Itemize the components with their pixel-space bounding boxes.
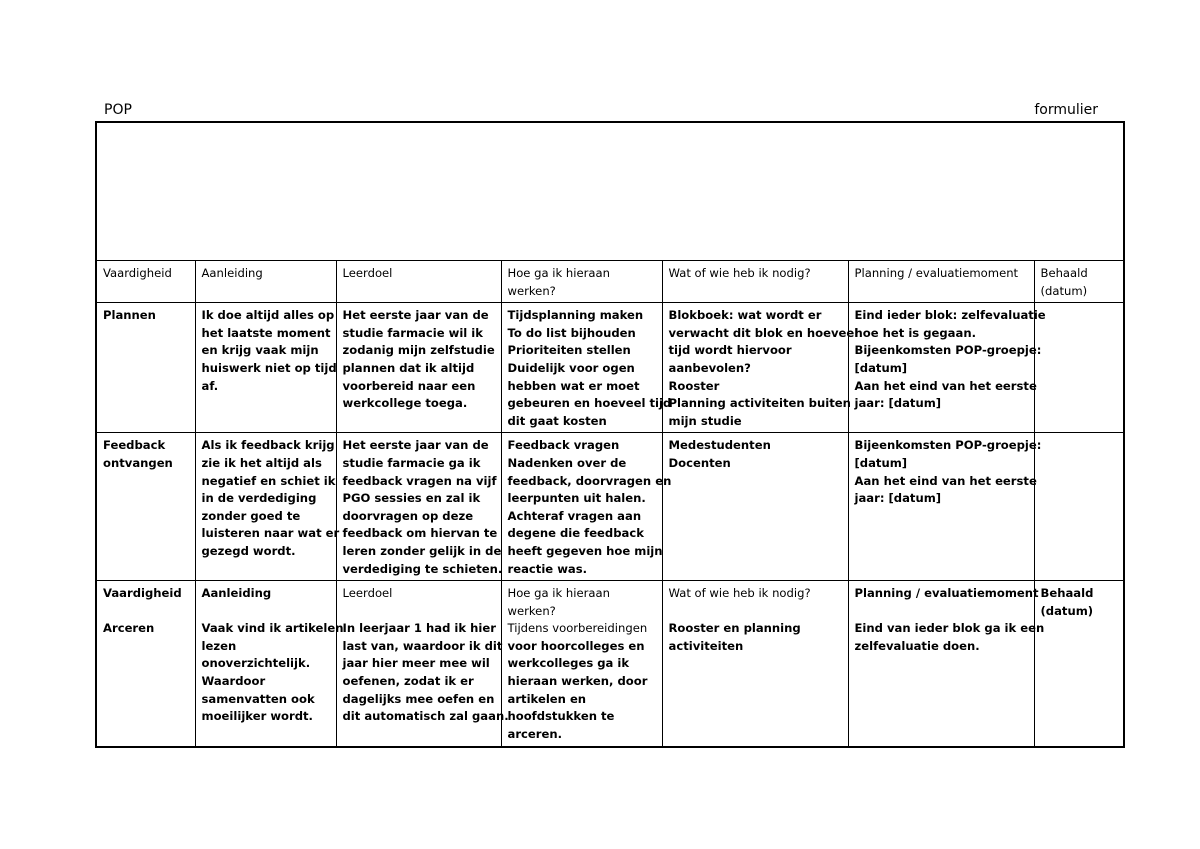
cell-line: Planning activiteiten buiten [668, 396, 851, 411]
cell-line: moeilijker wordt. [201, 709, 313, 724]
cell-line: Medestudenten [668, 438, 771, 453]
cell-line: gebeuren en hoeveel tijd [507, 396, 672, 411]
cell-line: gezegd wordt. [201, 543, 296, 558]
cell-line: Hoe ga ik hieraan [507, 586, 610, 601]
cell-leerdoel [336, 433, 501, 581]
cell-line: Vaardigheid [103, 586, 182, 601]
cell-planning [848, 433, 1042, 581]
cell-line: In leerjaar 1 had ik hier [342, 621, 496, 636]
cell-line: af. [201, 378, 219, 393]
cell-gap [103, 603, 189, 621]
cell-line: werken? [507, 603, 556, 618]
cell-aanleiding [195, 581, 344, 746]
cell-line: Feedback vragen [507, 438, 620, 453]
cell-line: Nadenken over de [507, 455, 627, 470]
cell-line: Aanleiding [201, 586, 272, 601]
cell-line: huiswerk niet op tijd [201, 360, 337, 375]
cell-leerdoel [336, 303, 501, 433]
cell-behaald [1034, 433, 1125, 581]
cell-line: aanbevolen? [668, 360, 751, 375]
cell-line: Bijeenkomsten POP-groepje: [854, 438, 1042, 453]
table-row [97, 581, 1125, 746]
cell-line: Prioriteiten stellen [507, 343, 631, 358]
cell-line: Arceren [103, 621, 155, 636]
cell-line: samenvatten ook [201, 691, 315, 706]
cell-line: ontvangen [103, 455, 173, 470]
cell-line: Plannen [103, 308, 156, 323]
cell-line: Behaald [1040, 586, 1094, 601]
cell-line: dagelijks mee oefen en [342, 691, 495, 706]
empty-top-box [97, 123, 1123, 261]
cell-line: heeft gegeven hoe mijn [507, 543, 663, 558]
cell-line: Achteraf vragen aan [507, 508, 642, 523]
cell-behaald [1034, 303, 1125, 433]
cell-wat [662, 581, 848, 746]
cell-line: negatief en schiet ik [201, 473, 336, 488]
cell-line: [datum] [854, 360, 908, 375]
header-title-left: POP [104, 102, 132, 118]
cell-vaardigheid [97, 303, 195, 433]
cell-line: Ik doe altijd alles op [201, 308, 335, 323]
cell-line: en krijg vaak mijn [201, 343, 319, 358]
column-header: Behaald (datum) [1034, 261, 1125, 303]
cell-line: hoe het is gegaan. [854, 325, 976, 340]
column-header: Planning / evaluatiemoment [848, 261, 1034, 303]
cell-line: Vaak vind ik artikelen [201, 621, 344, 636]
cell-line: werkcollege toega. [342, 396, 468, 411]
column-header: Wat of wie heb ik nodig? [662, 261, 848, 303]
cell-line: dit gaat kosten [507, 413, 607, 428]
cell-line: artikelen en [507, 691, 587, 706]
cell-line: PGO sessies en zal ik [342, 491, 481, 506]
cell-gap [855, 603, 1028, 621]
cell-gap [343, 603, 495, 621]
cell-line: voor hoorcolleges en [507, 638, 645, 653]
cell-hoe [501, 303, 672, 433]
cell-line: To do list bijhouden [507, 325, 636, 340]
cell-line: mijn studie [668, 413, 742, 428]
cell-line: hebben wat er moet [507, 378, 640, 393]
cell-line: feedback vragen na vijf [342, 473, 497, 488]
cell-line: leren zonder gelijk in de [342, 543, 502, 558]
cell-line: Duidelijk voor ogen [507, 360, 635, 375]
cell-line: arceren. [507, 726, 563, 741]
cell-line: Leerdoel [342, 586, 393, 601]
cell-line: Eind ieder blok: zelfevaluatie [854, 308, 1046, 323]
cell-gap [669, 603, 842, 621]
cell-line: verwacht dit blok en hoeveel [668, 325, 859, 340]
cell-line: last van, waardoor ik dit [342, 638, 503, 653]
cell-line: zie ik het altijd als [201, 455, 322, 470]
table-header-row [97, 261, 1125, 303]
cell-line: Eind van ieder blok ga ik een [854, 621, 1045, 636]
table-row [97, 433, 1125, 581]
cell-line: degene die feedback [507, 526, 644, 541]
cell-line: dit automatisch zal gaan. [342, 709, 509, 724]
column-header: Leerdoel [336, 261, 501, 303]
cell-line: Tijdsplanning maken [507, 308, 644, 323]
cell-line: Waardoor [201, 674, 266, 689]
cell-line: (datum) [1040, 603, 1094, 618]
cell-line: Het eerste jaar van de [342, 438, 489, 453]
cell-line: Rooster [668, 378, 720, 393]
cell-line: Feedback [103, 438, 166, 453]
cell-line: plannen dat ik altijd [342, 360, 475, 375]
cell-line: oefenen, zodat ik er [342, 674, 474, 689]
cell-line: jaar: [datum] [854, 396, 942, 411]
cell-line: luisteren naar wat er [201, 526, 340, 541]
cell-line: leerpunten uit halen. [507, 491, 646, 506]
cell-line: verdediging te schieten. [342, 561, 503, 576]
cell-line: jaar hier meer mee wil [342, 656, 490, 671]
column-header: Aanleiding [195, 261, 336, 303]
cell-planning [848, 303, 1046, 433]
cell-hoe [501, 581, 662, 746]
cell-line: Planning / evaluatiemoment [854, 586, 1039, 601]
cell-line: onoverzichtelijk. [201, 656, 311, 671]
cell-aanleiding [195, 303, 336, 433]
cell-leerdoel [336, 581, 509, 746]
cell-line: voorbereid naar een [342, 378, 476, 393]
cell-line: hoofdstukken te [507, 709, 615, 724]
cell-line: Aan het eind van het eerste [854, 473, 1037, 488]
cell-line: hieraan werken, door [507, 674, 648, 689]
cell-vaardigheid [97, 433, 195, 581]
cell-line: het laatste moment [201, 325, 331, 340]
cell-line: feedback, doorvragen en [507, 473, 672, 488]
cell-line: zodanig mijn zelfstudie [342, 343, 495, 358]
cell-line: studie farmacie ga ik [342, 455, 481, 470]
cell-line: zonder goed te [201, 508, 301, 523]
cell-line: doorvragen op deze [342, 508, 474, 523]
cell-behaald [1034, 581, 1125, 746]
cell-line: Tijdens voorbereidingen [507, 621, 648, 636]
cell-line: Bijeenkomsten POP-groepje: [854, 343, 1042, 358]
cell-line: Docenten [668, 455, 731, 470]
cell-line: studie farmacie wil ik [342, 325, 483, 340]
document-header [96, 102, 1124, 122]
pop-table [97, 261, 1125, 746]
cell-line: in de verdediging [201, 491, 317, 506]
cell-aanleiding [195, 433, 340, 581]
cell-line: jaar: [datum] [854, 491, 942, 506]
cell-wat [662, 303, 859, 433]
cell-line: Blokboek: wat wordt er [668, 308, 822, 323]
column-header: Vaardigheid [97, 261, 195, 303]
cell-planning [848, 581, 1045, 746]
cell-wat [662, 433, 848, 581]
cell-line: werkcolleges ga ik [507, 656, 630, 671]
cell-line: tijd wordt hiervoor [668, 343, 792, 358]
cell-line: activiteiten [668, 638, 744, 653]
pop-form-table [95, 121, 1125, 748]
cell-line: feedback om hiervan te [342, 526, 498, 541]
cell-line: Rooster en planning [668, 621, 801, 636]
cell-line: Als ik feedback krijg [201, 438, 335, 453]
cell-hoe [501, 433, 672, 581]
column-header: Hoe ga ik hieraan werken? [501, 261, 662, 303]
cell-gap [202, 603, 330, 621]
cell-line: Wat of wie heb ik nodig? [668, 586, 811, 601]
cell-line: Het eerste jaar van de [342, 308, 489, 323]
cell-line: Aan het eind van het eerste [854, 378, 1037, 393]
header-title-right: formulier [1034, 102, 1098, 118]
cell-line: zelfevaluatie doen. [854, 638, 980, 653]
table-row [97, 303, 1125, 433]
cell-line: [datum] [854, 455, 908, 470]
cell-vaardigheid [97, 581, 195, 746]
cell-line: lezen [201, 638, 237, 653]
cell-line: reactie was. [507, 561, 588, 576]
